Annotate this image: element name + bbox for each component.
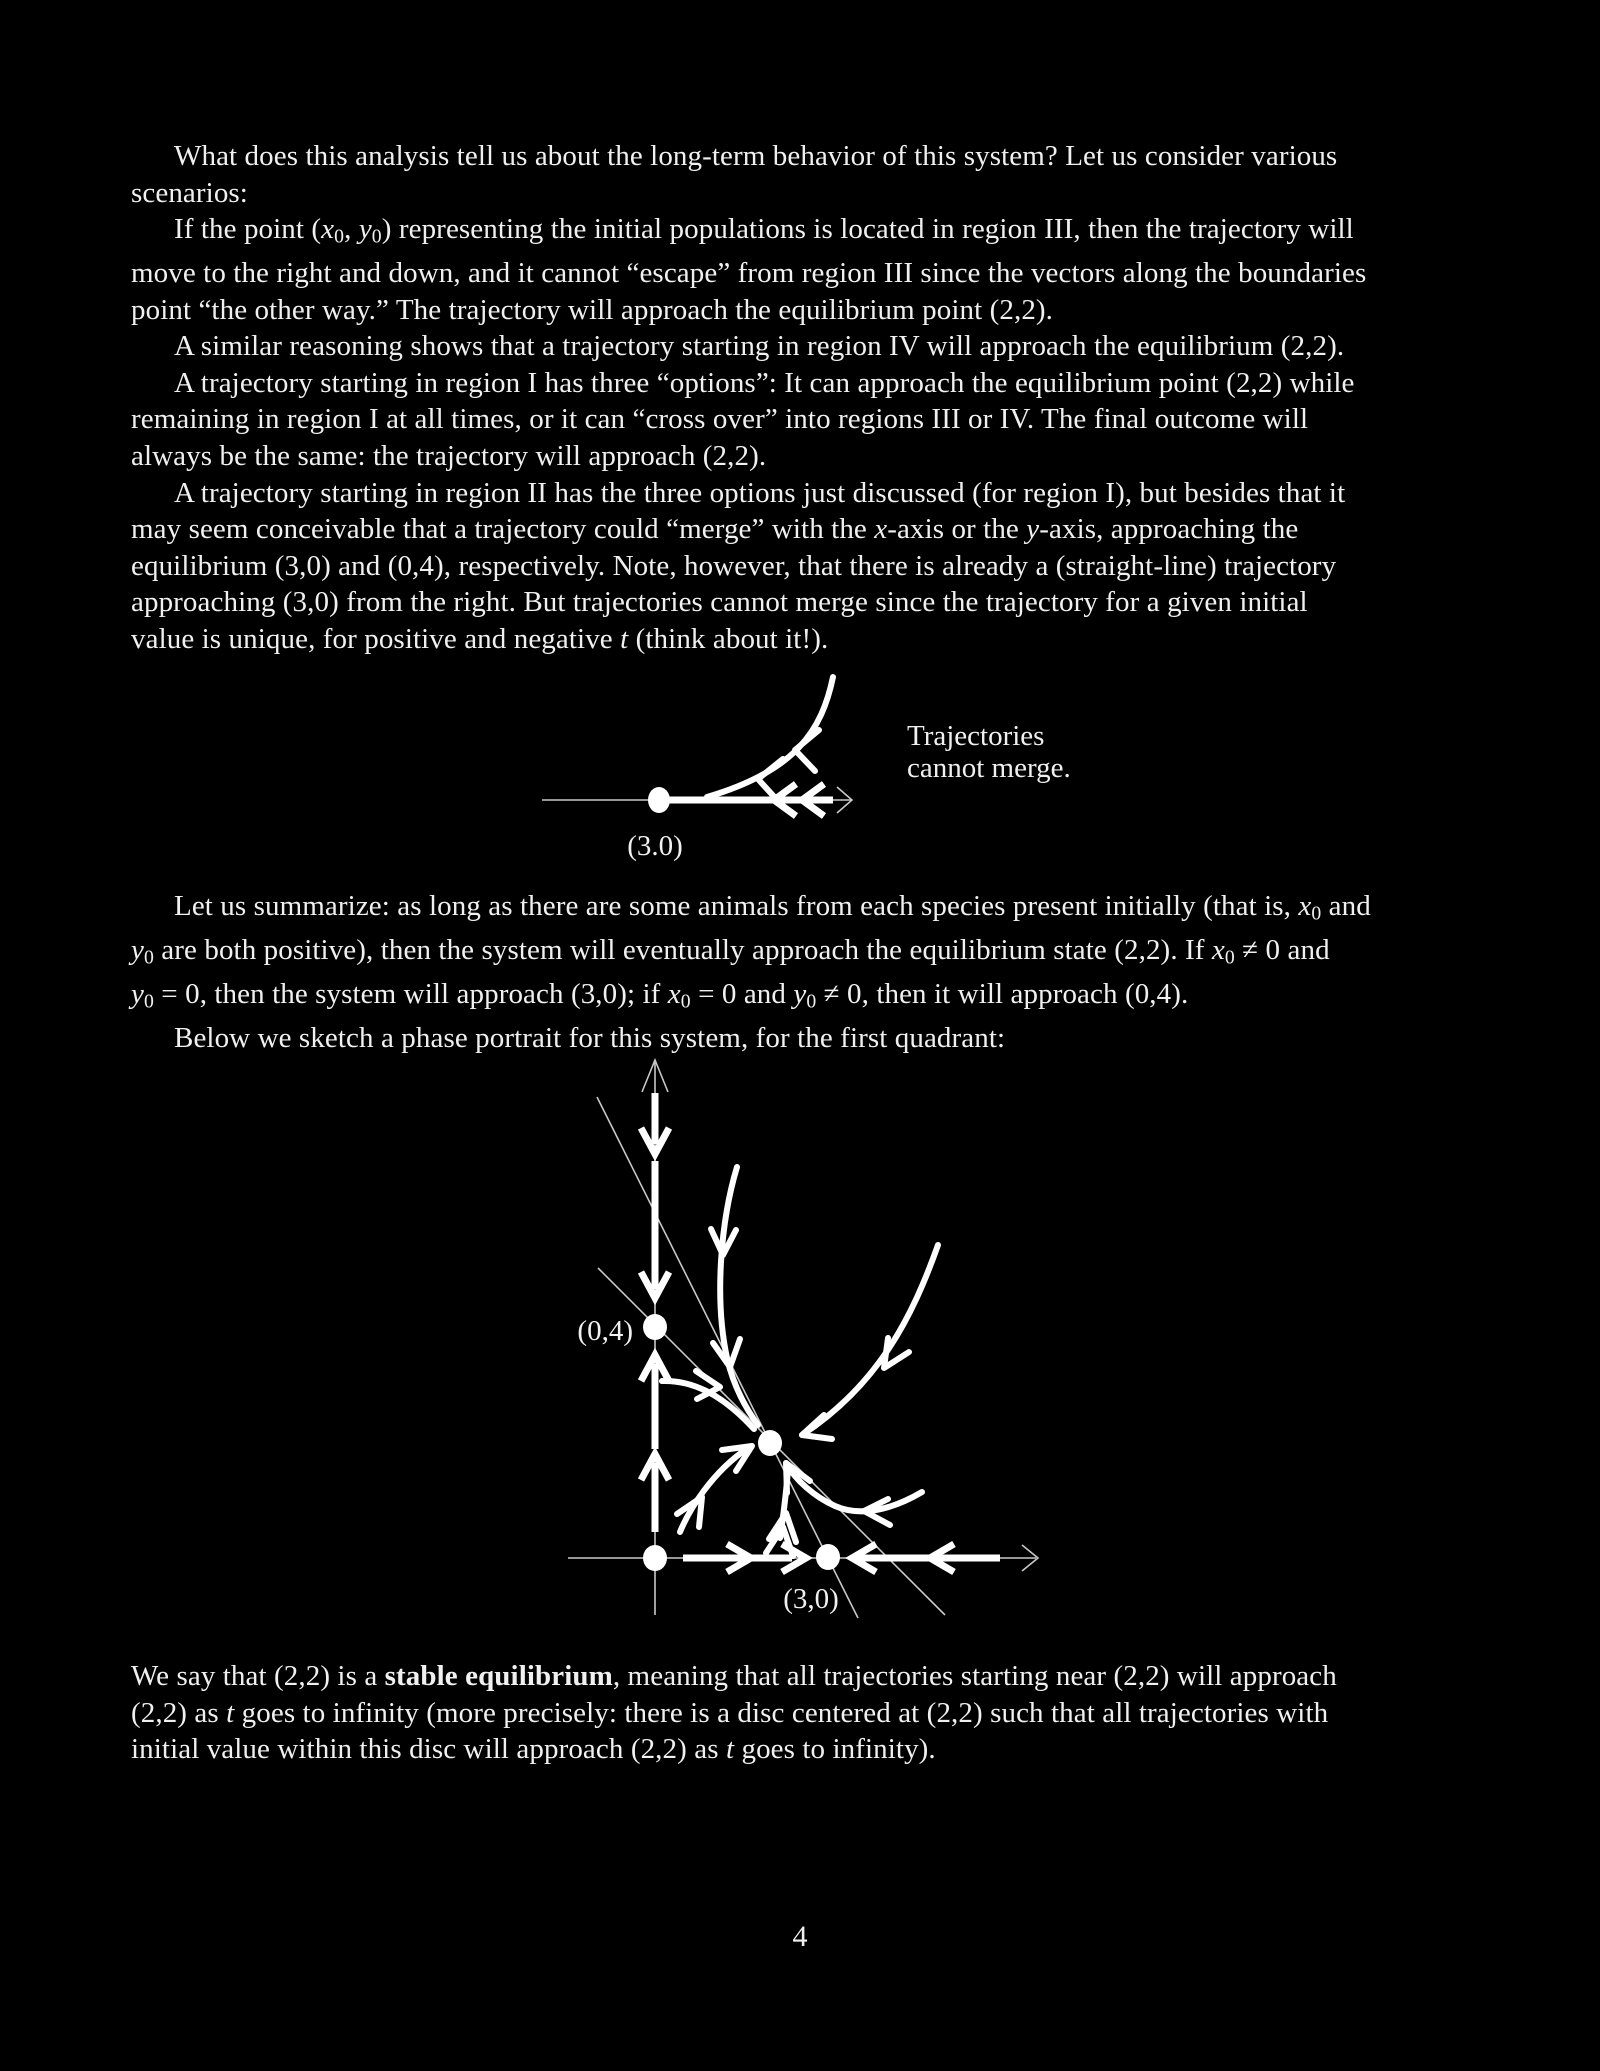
text-line [131,1658,1521,1695]
text-segment: What does this analysis tell us about the long-term behavior of this system? Let us consider various [174,140,1338,172]
text-line [131,211,1521,255]
text-segment: 0 [680,990,691,1013]
label-3-0: (3,0) [783,1583,839,1615]
text-segment: initial value within this disc will approach (2,2) as [131,1733,726,1766]
text-segment: are both positive), then the system will eventually approach the equilibrium state (2,2). If [153,933,1212,966]
text-segment: stable equilibrium [384,1660,613,1692]
trajectory-from-left [662,1381,754,1429]
text-segment: 0 [371,225,382,248]
text-segment: A trajectory starting in region II has the three options just discussed (for region I), but besides that it [174,476,1346,509]
text-segment: remaining in region I at all times, or it can “cross over” into regions III or IV. The final outcome will [131,403,1309,436]
text-line [131,621,1521,658]
text-line [131,584,1521,621]
text-segment: value is unique, for positive and negative [131,623,621,656]
text-line [131,1731,1521,1768]
figure-caption-line1: Trajectories [907,720,1045,752]
text-segment: x [1211,933,1225,966]
down-left-arrowhead-icon [795,730,819,771]
text-segment: , [344,213,359,246]
text-segment: may seem conceivable that a trajectory could “merge” with the [131,513,875,546]
text-line [131,255,1521,292]
equilibrium-point-origin [643,1545,667,1571]
trajectory-from-lower-right [786,1463,922,1511]
text-segment: t [226,1696,235,1729]
up-arrowhead-icon [766,1527,793,1556]
equilibrium-point-0-4 [643,1314,667,1340]
text-line [131,292,1521,329]
text-segment: goes to infinity (more precisely: there is a disc centered at (2,2) such that all trajectories with [234,1696,1329,1729]
paragraph-block-scenarios [131,138,1521,658]
text-segment: ) representing the initial populations is located in region III, then the trajectory will [381,213,1354,246]
text-line [131,475,1521,512]
text-segment: 0 [334,225,345,248]
text-segment: always be the same: the trajectory will approach (2,2). [131,440,767,473]
text-segment: ≠ 0, then it will approach (0,4). [816,977,1189,1010]
down-left-arrowhead-icon [884,1338,909,1368]
text-segment: If the point ( [174,213,322,246]
text-segment: = 0, then the system will approach (3,0); if [153,977,668,1010]
text-segment: y [131,933,144,966]
paragraph-block-stable-equilibrium [131,1658,1521,1768]
text-segment: x [667,977,681,1010]
text-line [131,328,1521,365]
paragraph-block-summary [131,888,1521,1056]
text-segment: We say that (2,2) is a [131,1660,385,1692]
text-segment: (2,2) as [131,1696,227,1729]
text-segment: t [620,623,629,656]
text-line [131,1695,1521,1732]
text-segment: x [321,213,335,246]
text-line [131,175,1521,212]
text-segment: ≠ 0 and [1234,933,1330,966]
text-segment: x [1298,890,1312,922]
text-segment: y [793,977,807,1010]
text-line [131,438,1521,475]
text-segment: and [1321,890,1371,922]
text-segment: (think about it!). [628,623,829,656]
text-segment: move to the right and down, and it cannot “escape” from region III since the vectors along the boundaries [131,257,1367,290]
equilibrium-point-3-0 [648,787,670,813]
phase-portrait-canvas [430,1040,1090,1655]
trajectory-from-lower-left [680,1448,748,1532]
text-line [131,548,1521,585]
text-segment: equilibrium (3,0) and (0,4), respectively. Note, however, that there is already a (straight-line) trajectory [131,549,1337,582]
equilibrium-point-2-2 [758,1430,782,1456]
text-segment: , meaning that all trajectories starting near (2,2) will approach [612,1660,1337,1692]
text-segment: approaching (3,0) from the right. But trajectories cannot merge since the trajectory for a given initial [131,586,1308,619]
text-line [131,401,1521,438]
text-segment: Let us summarize: as long as there are some animals from each species present initially (that is, [174,890,1299,922]
text-segment: 0 [806,990,817,1013]
text-segment: 0 [1224,946,1235,969]
text-line [131,138,1521,175]
text-segment: A trajectory starting in region I has three “options”: It can approach the equilibrium point (2,2) while [174,366,1355,399]
text-segment: goes to infinity). [734,1733,936,1766]
trajectory-from-top [720,1167,758,1425]
text-line [131,365,1521,402]
figure-caption-line2: cannot merge. [907,752,1071,784]
text-line [131,888,1521,932]
text-segment: 0 [143,946,154,969]
text-segment: y [1026,513,1040,546]
label-0-4: (0,4) [577,1315,633,1347]
text-segment: 0 [143,990,154,1013]
point-label: (3.0) [627,830,683,862]
text-segment: A similar reasoning shows that a trajectory starting in region IV will approach the equilibrium (2,2). [174,330,1345,363]
merge-figure-canvas [500,655,1120,870]
text-segment: Below we sketch a phase portrait for this system, for the first quadrant: [174,1021,1006,1054]
text-segment: 0 [1311,902,1322,925]
text-segment: y [131,977,144,1010]
text-line [131,932,1521,976]
text-segment: point “the other way.” The trajectory will approach the equilibrium point (2,2). [131,293,1054,326]
figure-phase-portrait [430,1040,1090,1660]
figure-trajectories-cannot-merge [500,655,1120,875]
text-segment: x [874,513,888,546]
text-segment: y [358,213,372,246]
page-number: 4 [792,1920,808,1953]
text-segment: -axis, approaching the [1039,513,1299,546]
text-segment: t [725,1733,735,1766]
text-line [131,511,1521,548]
equilibrium-point-3-0 [816,1544,840,1570]
text-segment: -axis or the [887,513,1027,546]
trajectory-from-upper-right [802,1245,938,1435]
text-segment: scenarios: [131,176,248,209]
text-line [131,976,1521,1020]
text-segment: = 0 and [690,977,794,1010]
